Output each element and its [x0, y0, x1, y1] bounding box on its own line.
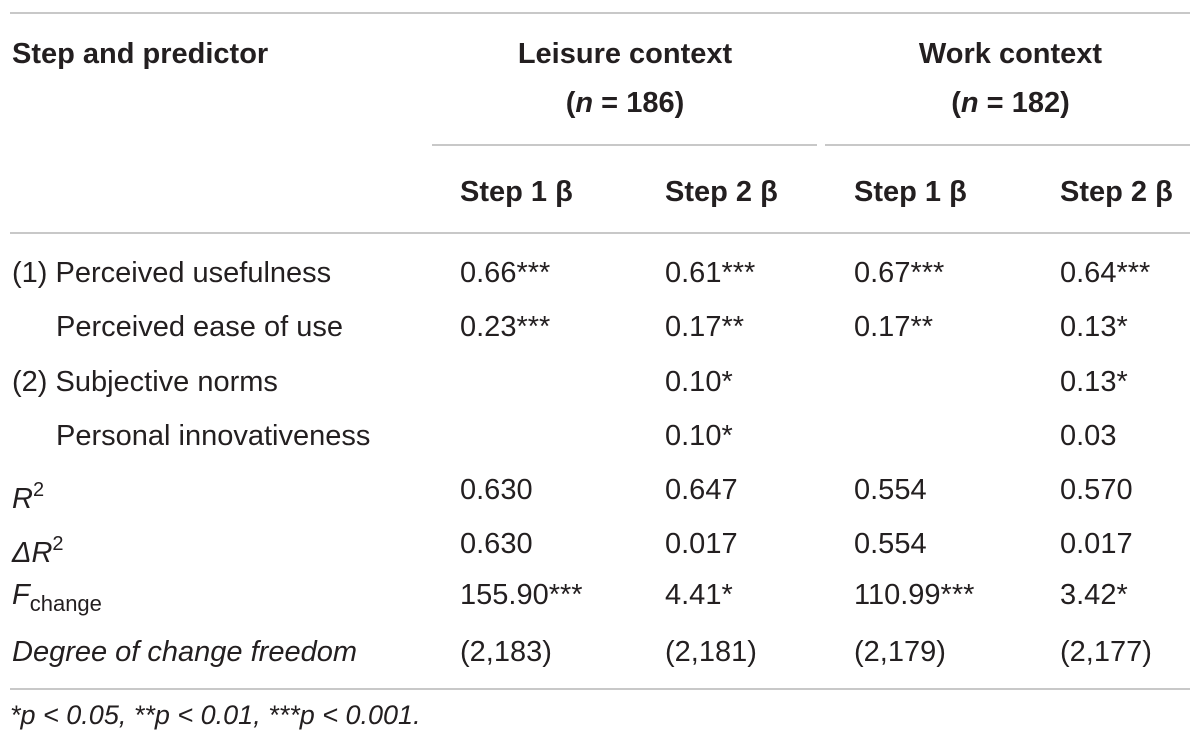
table-cell: (2,183): [460, 636, 552, 668]
subheader-leisure-step1: Step 1 β: [460, 176, 573, 208]
table-cell: 3.42*: [1060, 579, 1128, 611]
superscript-2: 2: [32, 479, 45, 501]
row-label-subjective-norms: (2) Subjective norms: [12, 366, 278, 398]
table-cell: 4.41*: [665, 579, 733, 611]
table-cell: 0.017: [1060, 528, 1133, 560]
header-leisure-n: (n = 186): [565, 87, 685, 119]
table-cell: 0.10*: [665, 420, 733, 452]
table-cell: 0.10*: [665, 366, 733, 398]
n-symbol: n: [575, 87, 594, 119]
table-cell: 0.17**: [665, 311, 745, 343]
leisure-group-rule: [432, 144, 817, 146]
row-label-perceived-ease-of-use: Perceived ease of use: [56, 311, 343, 343]
table-cell: (2,181): [665, 636, 757, 668]
table-cell: 0.570: [1060, 474, 1133, 506]
row-label-r-squared: [12, 473, 44, 516]
header-bottom-rule: [10, 232, 1190, 234]
table-cell: (2,177): [1060, 636, 1152, 668]
n-symbol: n: [960, 87, 979, 119]
table-top-rule: [10, 12, 1190, 14]
superscript-2: 2: [52, 533, 64, 555]
row-label-perceived-usefulness: (1) Perceived usefulness: [12, 257, 332, 289]
table-cell: 0.630: [460, 528, 533, 560]
table-cell: 0.66***: [460, 257, 551, 289]
table-cell: 0.67***: [854, 257, 945, 289]
table-cell: 0.17**: [854, 311, 934, 343]
f-symbol: F: [12, 579, 30, 611]
equals-sign: =: [593, 87, 627, 119]
table-cell: 0.23***: [460, 311, 551, 343]
row-label-f-change: [12, 578, 102, 621]
equals-sign: =: [978, 87, 1012, 119]
table-footnote: *p < 0.05, **p < 0.01, ***p < 0.001.: [10, 700, 421, 730]
table-cell: 0.13*: [1060, 366, 1128, 398]
n-value: 186: [626, 87, 675, 119]
table-cell: 0.64***: [1060, 257, 1151, 289]
subscript-change: change: [29, 591, 102, 616]
subheader-leisure-step2: Step 2 β: [665, 176, 778, 208]
row-label-degree-of-change-freedom: Degree of change freedom: [12, 636, 357, 668]
n-value: 182: [1011, 87, 1061, 119]
header-step-predictor: Step and predictor: [12, 38, 269, 70]
subheader-work-step2: Step 2 β: [1060, 176, 1173, 208]
table-cell: 0.647: [665, 474, 738, 506]
subheader-work-step1: Step 1 β: [854, 176, 967, 208]
row-label-personal-innovativeness: Personal innovativeness: [56, 420, 371, 452]
row-label-delta-r-squared: [12, 527, 64, 570]
table-cell: 0.630: [460, 474, 533, 506]
table-bottom-rule: [10, 688, 1190, 690]
table-cell: 0.554: [854, 528, 927, 560]
table-cell: 110.99***: [854, 579, 975, 611]
r-symbol: R: [12, 483, 33, 515]
table-cell: (2,179): [854, 636, 946, 668]
delta-r-symbol: ΔR: [12, 537, 53, 569]
header-leisure-context: Leisure context: [517, 38, 733, 70]
header-work-context: Work context: [918, 38, 1103, 70]
table-cell: 0.017: [665, 528, 738, 560]
table-cell: 155.90***: [460, 579, 583, 611]
header-work-n: (n = 182): [951, 87, 1070, 119]
table-cell: 0.03: [1060, 420, 1117, 452]
table-cell: 0.554: [854, 474, 927, 506]
table-cell: 0.61***: [665, 257, 756, 289]
work-group-rule: [825, 144, 1190, 146]
table-cell: 0.13*: [1060, 311, 1128, 343]
